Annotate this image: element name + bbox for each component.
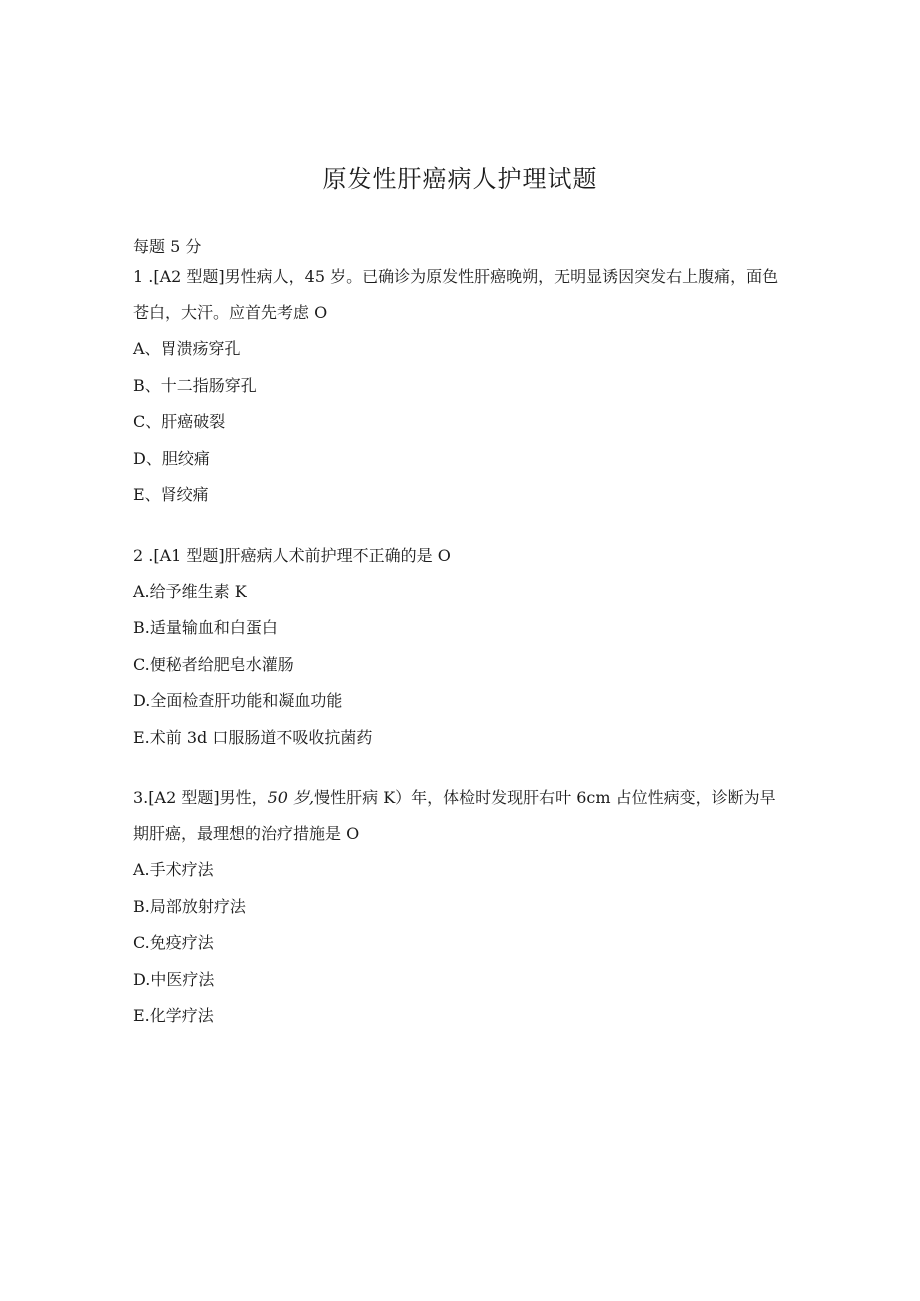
question-stem-part: 3.[A2 型题]男性，: [133, 788, 268, 807]
question-3: [133, 780, 783, 1035]
option-a: A.给予维生素 K: [133, 581, 247, 601]
option-c: C.便秘者给肥皂水灌肠: [133, 654, 294, 674]
question-1: [133, 259, 783, 514]
option-b: B.局部放射疗法: [133, 896, 246, 916]
question-stem-age: 50 岁,: [267, 788, 315, 807]
option-e: E.化学疗法: [133, 1006, 214, 1025]
option-d: D.全面检查肝功能和凝血功能: [133, 691, 343, 710]
option-b: B、十二指肠穿孔: [133, 375, 257, 395]
question-stem: 1 .[A2 型题]男性病人，45 岁。已确诊为原发性肝癌晚朔，无明显诱因突发右上腹痛，面色苍白，大汗。应首先考虑 O: [133, 267, 779, 322]
option-d: D、胆绞痛: [133, 448, 210, 468]
question-stem-part: 慢性肝病 K）年，体检时发现肝右叶 6cm 占位性病变，诊断为早期肝癌，最理想的治疗措施是 O: [133, 788, 776, 843]
option-c: C、肝癌破裂: [133, 412, 226, 431]
question-2: [133, 538, 783, 757]
option-c: C.免疫疗法: [133, 933, 214, 952]
option-d: D.中医疗法: [133, 969, 215, 989]
page-title: 原发性肝癌病人护理试题: [322, 165, 598, 193]
question-list: [133, 236, 783, 1035]
score-note: 每题 5 分: [133, 237, 202, 256]
question-stem: [133, 780, 783, 852]
option-a: A、胃溃疡穿孔: [133, 339, 241, 358]
option-a: A.手术疗法: [133, 860, 214, 879]
question-stem: 2 .[A1 型题]肝癌病人术前护理不正确的是 O: [133, 545, 451, 565]
option-b: B.适量输血和白蛋白: [133, 618, 278, 637]
option-e: E、肾绞痛: [133, 485, 209, 504]
option-e: E.术前 3d 口服肠道不吸收抗菌药: [133, 727, 373, 747]
